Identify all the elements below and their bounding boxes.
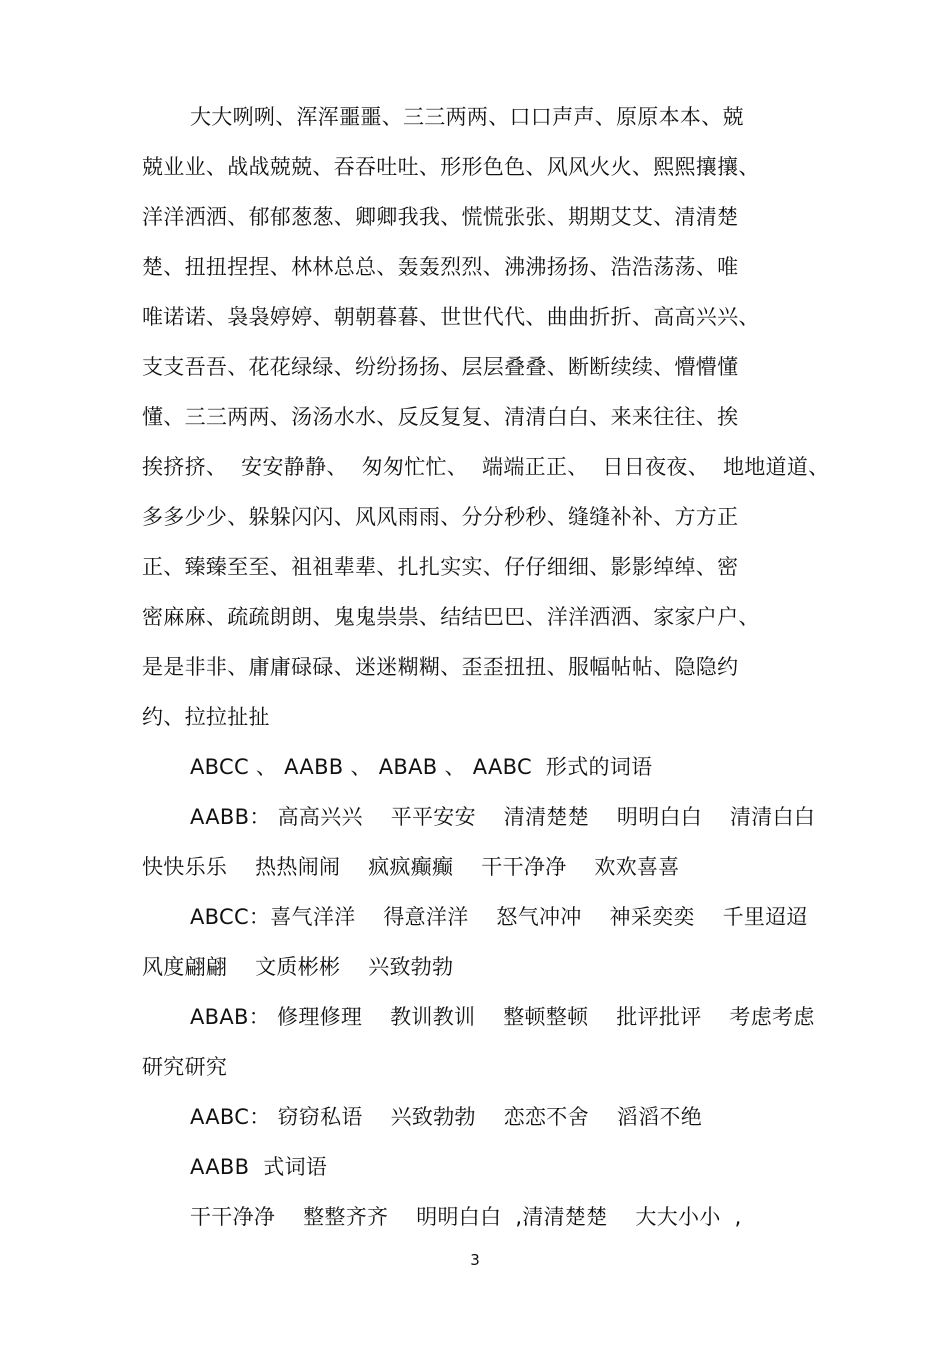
text-line: 洋洋洒洒、郁郁葱葱、卿卿我我、慌慌张张、期期艾艾、清清楚 <box>142 205 739 229</box>
text-line: AABB： 高高兴兴 平平安安 清清楚楚 明明白白 清清白白 <box>190 805 816 829</box>
text-line: 干干净净 整整齐齐 明明白白 ,清清楚楚 大大小小 , <box>190 1205 742 1229</box>
text-line: ABAB： 修理修理 教训教训 整顿整顿 批评批评 考虑考虑 <box>190 1005 815 1029</box>
text-line: 研究研究 <box>142 1055 228 1079</box>
text-line: 挨挤挤、 安安静静、 匆匆忙忙、 端端正正、 日日夜夜、 地地道道、 <box>142 455 830 479</box>
text-line: 唯诺诺、袅袅婷婷、朝朝暮暮、世世代代、曲曲折折、高高兴兴、 <box>142 305 760 329</box>
page-number: 3 <box>470 1251 480 1269</box>
text-line: 密麻麻、疏疏朗朗、鬼鬼祟祟、结结巴巴、洋洋洒洒、家家户户、 <box>142 605 760 629</box>
text-line: 风度翩翩 文质彬彬 兴致勃勃 <box>142 955 454 979</box>
section-heading: AABB 式词语 <box>190 1155 328 1179</box>
text-line: 多多少少、躲躲闪闪、风风雨雨、分分秒秒、缝缝补补、方方正 <box>142 505 739 529</box>
text-line: 正、臻臻至至、祖祖辈辈、扎扎实实、仔仔细细、影影绰绰、密 <box>142 555 739 579</box>
section-heading: ABCC 、 AABB 、 ABAB 、 AABC 形式的词语 <box>190 755 653 779</box>
text-line: 大大咧咧、浑浑噩噩、三三两两、口口声声、原原本本、兢 <box>190 105 744 129</box>
text-line: AABC： 窃窃私语 兴致勃勃 恋恋不舍 滔滔不绝 <box>190 1105 702 1129</box>
text-line: 懂、三三两两、汤汤水水、反反复复、清清白白、来来往往、挨 <box>142 405 739 429</box>
text-line: 兢业业、战战兢兢、吞吞吐吐、形形色色、风风火火、熙熙攘攘、 <box>142 155 760 179</box>
text-line: 快快乐乐 热热闹闹 疯疯癫癫 干干净净 欢欢喜喜 <box>142 855 680 879</box>
text-line: 约、拉拉扯扯 <box>142 705 270 729</box>
text-line: 楚、扭扭捏捏、林林总总、轰轰烈烈、沸沸扬扬、浩浩荡荡、唯 <box>142 255 739 279</box>
text-line: ABCC：喜气洋洋 得意洋洋 怒气冲冲 神采奕奕 千里迢迢 <box>190 905 808 929</box>
text-line: 是是非非、庸庸碌碌、迷迷糊糊、歪歪扭扭、服幅帖帖、隐隐约 <box>142 655 739 679</box>
text-line: 支支吾吾、花花绿绿、纷纷扬扬、层层叠叠、断断续续、懵懵懂 <box>142 355 739 379</box>
